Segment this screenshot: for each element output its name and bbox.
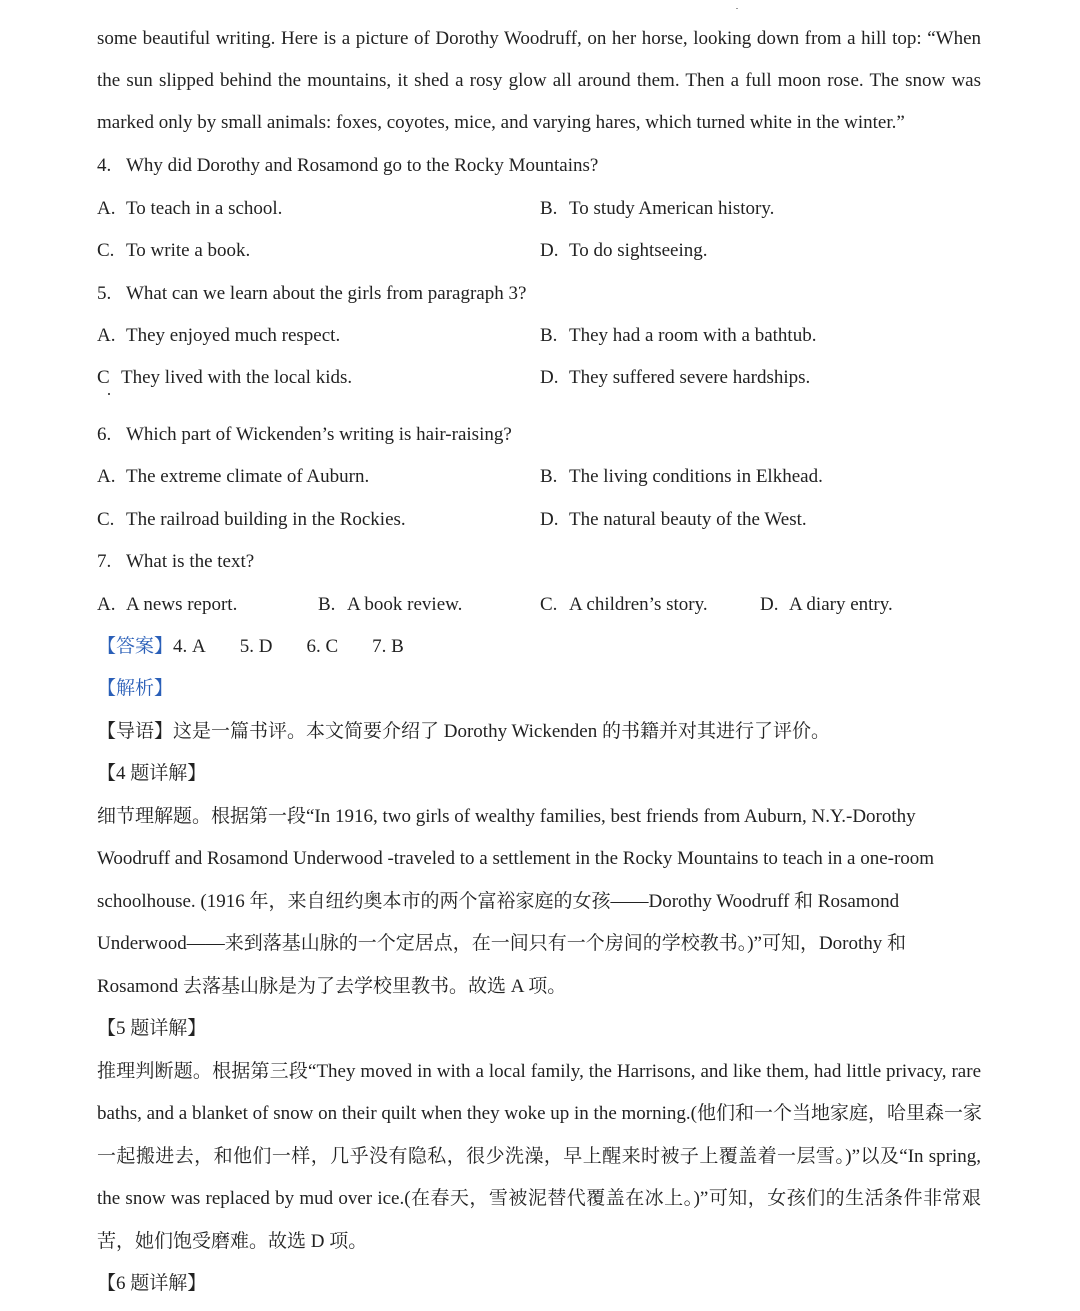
question-number: 5.	[97, 283, 112, 304]
option-text: The living conditions in Elkhead.	[569, 466, 823, 487]
option-label: B.	[318, 594, 336, 615]
option-7d	[760, 592, 893, 618]
option-6d	[540, 507, 807, 533]
option-label: B.	[540, 325, 558, 346]
option-text: A book review.	[347, 594, 463, 615]
option-6a	[97, 464, 369, 490]
question-number: 7.	[97, 551, 112, 572]
question-4-stem	[97, 153, 598, 179]
passage-line: marked only by small animals: foxes, coyotes, mice, and varying hares, which turned white in the winter.”	[97, 112, 905, 133]
q4-detail-heading: 【4 题详解】	[97, 763, 207, 784]
option-label: A.	[97, 466, 116, 487]
option-label: A.	[97, 325, 116, 346]
q5-detail-heading: 【5 题详解】	[97, 1018, 207, 1039]
question-5-stem	[97, 281, 526, 307]
question-number: 6.	[97, 424, 112, 445]
answer-item: 6. C	[306, 636, 339, 657]
passage-line: some beautiful writing. Here is a picture of Dorothy Woodruff, on her horse, looking down from a hill top: “When	[97, 28, 981, 49]
option-text: They enjoyed much respect.	[126, 325, 341, 346]
option-5d	[540, 365, 810, 391]
option-label: C.	[97, 240, 115, 261]
answer-item: 7. B	[372, 636, 404, 657]
q4-detail-line: Woodruff and Rosamond Underwood -traveled to a settlement in the Rocky Mountains to teach in a one-room	[97, 848, 935, 869]
question-number: 4.	[97, 155, 112, 176]
option-label: C.	[540, 594, 558, 615]
option-label: D.	[760, 594, 779, 615]
answer-item: 4. A	[173, 636, 206, 657]
option-label: A.	[97, 594, 116, 615]
option-4a	[97, 196, 282, 222]
option-7b	[318, 592, 462, 618]
question-7-stem	[97, 549, 254, 575]
option-4c	[97, 238, 250, 264]
option-7a	[97, 592, 237, 618]
option-label: D.	[540, 240, 559, 261]
option-5c	[97, 365, 352, 391]
question-text: Which part of Wickenden’s writing is hair-raising?	[126, 424, 512, 445]
option-text: To do sightseeing.	[569, 240, 708, 261]
option-4d	[540, 238, 708, 264]
option-4b	[540, 196, 774, 222]
q4-detail-line: Underwood——来到落基山脉的一个定居点，在一间只有一个房间的学校教书。)”可知，Dorothy 和	[97, 933, 907, 954]
answer-tag: 【答案】	[97, 636, 174, 657]
q5-detail-line: baths, and a blanket of snow on their quilt when they woke up in the morning.(他们和一个当地家庭，哈里森一家	[97, 1103, 982, 1124]
option-text: To study American history.	[569, 198, 775, 219]
option-text: The railroad building in the Rockies.	[126, 509, 406, 530]
answer-line	[97, 634, 404, 660]
option-text: They lived with the local kids.	[121, 367, 353, 388]
q6-detail-heading: 【6 题详解】	[97, 1273, 207, 1294]
q4-detail-line: 细节理解题。根据第一段“In 1916, two girls of wealthy families, best friends from Auburn, N.Y.-Dorothy	[97, 806, 916, 827]
option-6c	[97, 507, 406, 533]
option-text: They suffered severe hardships.	[569, 367, 811, 388]
stray-dot	[108, 393, 110, 395]
q5-detail-line: the snow was replaced by mud over ice.(在春天，雪被泥替代覆盖在冰上。)”可知，女孩们的生活条件非常艰	[97, 1188, 981, 1209]
option-7c	[540, 592, 708, 618]
passage-line: the sun slipped behind the mountains, it shed a rosy glow all around them. Then a full moon rose. The snow was	[97, 70, 981, 91]
q5-detail-line: 苦，她们饱受磨难。故选 D 项。	[97, 1231, 368, 1252]
analysis-tag: 【解析】	[97, 678, 174, 699]
intro-line: 【导语】这是一篇书评。本文简要介绍了 Dorothy Wickenden 的书籍并对其进行了评价。	[97, 721, 830, 742]
option-label: A.	[97, 198, 116, 219]
option-5a	[97, 323, 340, 349]
top-speck	[736, 8, 738, 9]
q5-detail-line: 推理判断题。根据第三段“They moved in with a local family, the Harrisons, and like them, had little privacy, rare	[97, 1061, 981, 1082]
q5-detail-line: 一起搬进去，和他们一样，几乎没有隐私，很少洗澡，早上醒来时被子上覆盖着一层雪。)”以及“In spring,	[97, 1146, 981, 1167]
q4-detail-line: Rosamond 去落基山脉是为了去学校里教书。故选 A 项。	[97, 976, 567, 997]
option-text: A diary entry.	[789, 594, 893, 615]
option-text: They had a room with a bathtub.	[569, 325, 817, 346]
question-text: What can we learn about the girls from paragraph 3?	[126, 283, 527, 304]
option-label: C	[97, 367, 110, 388]
q4-detail-line: schoolhouse. (1916 年，来自纽约奥本市的两个富裕家庭的女孩——Dorothy Woodruff 和 Rosamond	[97, 891, 900, 912]
option-text: A news report.	[126, 594, 238, 615]
option-label: D.	[540, 509, 559, 530]
option-text: The natural beauty of the West.	[569, 509, 807, 530]
option-text: The extreme climate of Auburn.	[126, 466, 370, 487]
option-text: To teach in a school.	[126, 198, 283, 219]
option-text: To write a book.	[126, 240, 251, 261]
option-label: D.	[540, 367, 559, 388]
question-text: What is the text?	[126, 551, 255, 572]
option-label: B.	[540, 466, 558, 487]
option-text: A children’s story.	[569, 594, 708, 615]
option-6b	[540, 464, 823, 490]
option-5b	[540, 323, 816, 349]
question-text: Why did Dorothy and Rosamond go to the Rocky Mountains?	[126, 155, 599, 176]
question-6-stem	[97, 422, 512, 448]
option-label: C.	[97, 509, 115, 530]
option-label: B.	[540, 198, 558, 219]
answer-item: 5. D	[239, 636, 273, 657]
